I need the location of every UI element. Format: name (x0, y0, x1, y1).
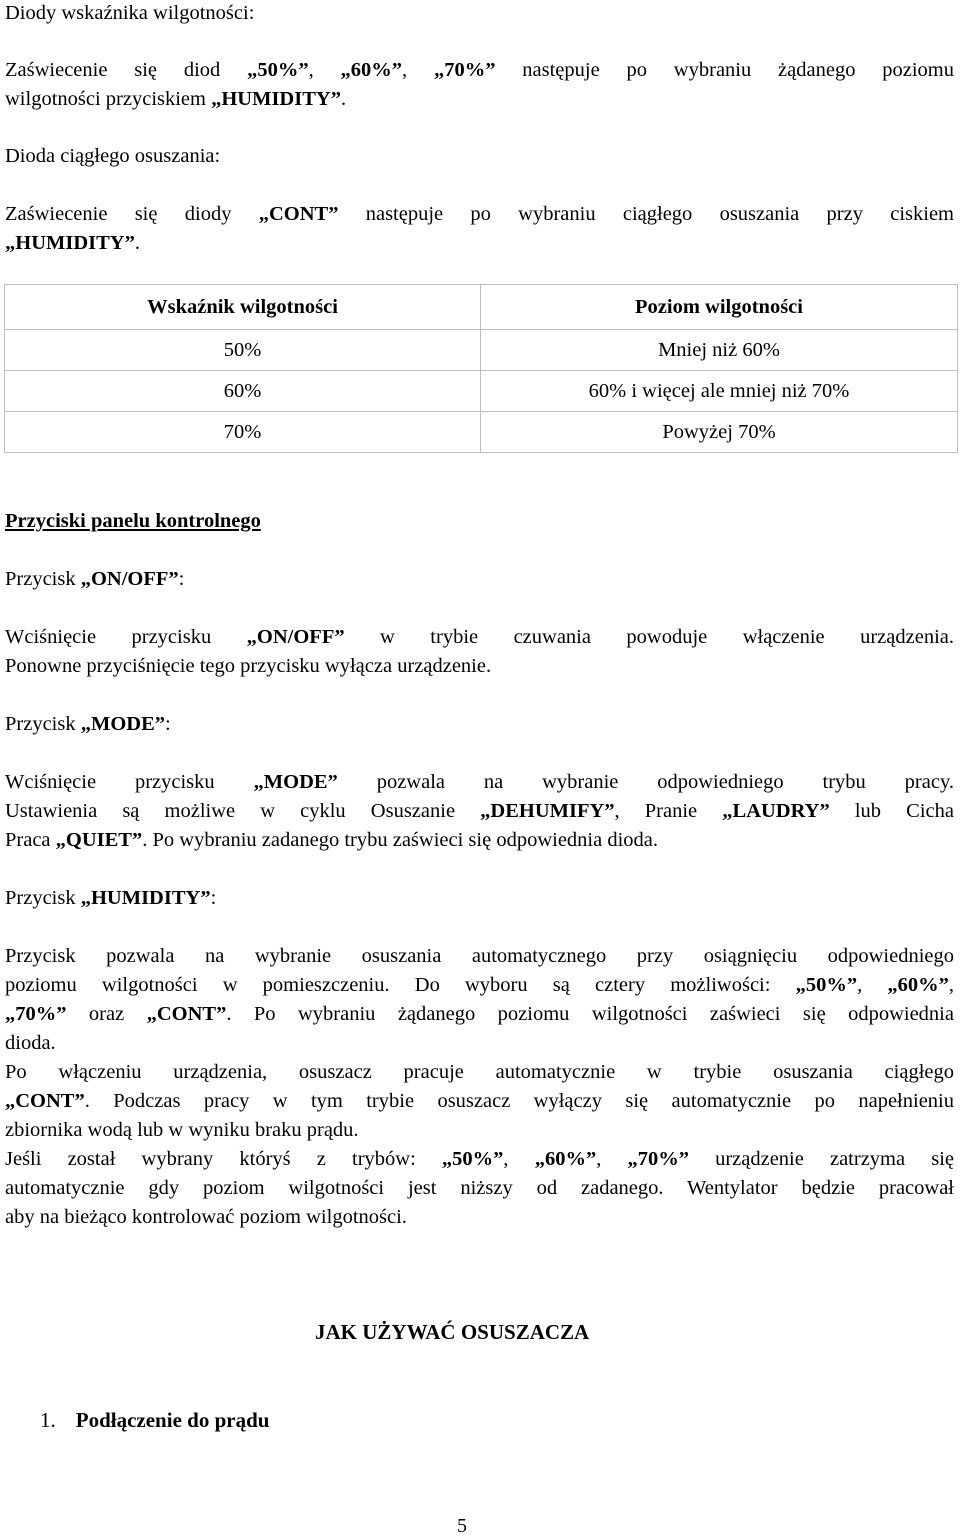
cell-indicator: 70% (5, 412, 481, 453)
humidity-paragraph-line7: zbiornika wodą lub w wyniku braku prądu. (5, 1119, 359, 1141)
page-number: 5 (457, 1515, 467, 1537)
cell-level: 60% i więcej ale mniej niż 70% (481, 371, 958, 412)
leds-paragraph-line1: Zaświecenie się diod „50%”, „60%”, „70%” następuje po wybraniu żądanego poziomu (5, 59, 954, 81)
section-heading (40, 1408, 269, 1433)
cont-paragraph-line1: Zaświecenie się diody „CONT” następuje po wybraniu ciągłego osuszania przy ciskiem (5, 203, 954, 225)
cont-heading: Dioda ciągłego osuszania: (5, 145, 221, 167)
humidity-paragraph-line8: Jeśli został wybrany któryś z trybów: „50%”, „60%”, „70%” urządzenie zatrzyma się (5, 1148, 955, 1170)
section-number: 1. (40, 1408, 56, 1432)
humidity-label: Przycisk „HUMIDITY”: (5, 887, 217, 909)
cell-indicator: 60% (5, 371, 481, 412)
table-header-row (5, 285, 958, 330)
table-row (5, 330, 958, 371)
onoff-paragraph-line2: Ponowne przyciśnięcie tego przycisku wyłącza urządzenie. (5, 655, 492, 677)
onoff-paragraph-line1: Wciśnięcie przycisku „ON/OFF” w trybie czuwania powoduje włączenie urządzenia. (5, 626, 954, 648)
cell-level: Mniej niż 60% (481, 330, 958, 371)
onoff-label: Przycisk „ON/OFF”: (5, 568, 185, 590)
humidity-paragraph-line10: aby na bieżąco kontrolować poziom wilgotności. (5, 1206, 407, 1228)
humidity-paragraph-line9: automatycznie gdy poziom wilgotności jest niższy od zadanego. Wentylator będzie pracował (5, 1177, 954, 1199)
mode-paragraph-line1: Wciśnięcie przycisku „MODE” pozwala na wybranie odpowiedniego trybu pracy. (5, 771, 955, 793)
table-row (5, 412, 958, 453)
leds-heading: Diody wskaźnika wilgotności: (5, 2, 255, 24)
humidity-table (4, 284, 958, 453)
humidity-paragraph-line4: dioda. (5, 1032, 56, 1054)
mode-label: Przycisk „MODE”: (5, 713, 171, 735)
header-indicator: Wskaźnik wilgotności (5, 285, 481, 330)
header-level: Poziom wilgotności (481, 285, 958, 330)
humidity-paragraph-line1: Przycisk pozwala na wybranie osuszania automatycznego przy osiągnięciu odpowiedniego (5, 945, 954, 967)
humidity-paragraph-line6: „CONT”. Podczas pracy w tym trybie osuszacz wyłączy się automatycznie po napełnieniu (5, 1090, 954, 1112)
panel-heading: Przyciski panelu kontrolnego (5, 510, 261, 532)
cell-indicator: 50% (5, 330, 481, 371)
usage-title: JAK UŻYWAĆ OSUSZACZA (315, 1320, 590, 1344)
humidity-paragraph-line2: poziomu wilgotności w pomieszczeniu. Do wyboru są cztery możliwości: „50%”, „60%”, (5, 974, 954, 996)
mode-paragraph-line3: Praca „QUIET”. Po wybraniu zadanego trybu zaświeci się odpowiednia dioda. (5, 829, 659, 851)
mode-paragraph-line2: Ustawienia są możliwe w cyklu Osuszanie „DEHUMIFY”, Pranie „LAUDRY” lub Cicha (5, 800, 954, 822)
leds-paragraph-line2: wilgotności przyciskiem „HUMIDITY”. (5, 88, 347, 110)
cont-paragraph-line2: „HUMIDITY”. (5, 232, 140, 254)
table-row (5, 371, 958, 412)
section-title: Podłączenie do prądu (75, 1408, 270, 1432)
humidity-paragraph-line5: Po włączeniu urządzenia, osuszacz pracuje automatycznie w trybie osuszania ciągłego (5, 1061, 954, 1083)
humidity-paragraph-line3: „70%” oraz „CONT”. Po wybraniu żądanego poziomu wilgotności zaświeci się odpowiednia (5, 1003, 954, 1025)
cell-level: Powyżej 70% (481, 412, 958, 453)
